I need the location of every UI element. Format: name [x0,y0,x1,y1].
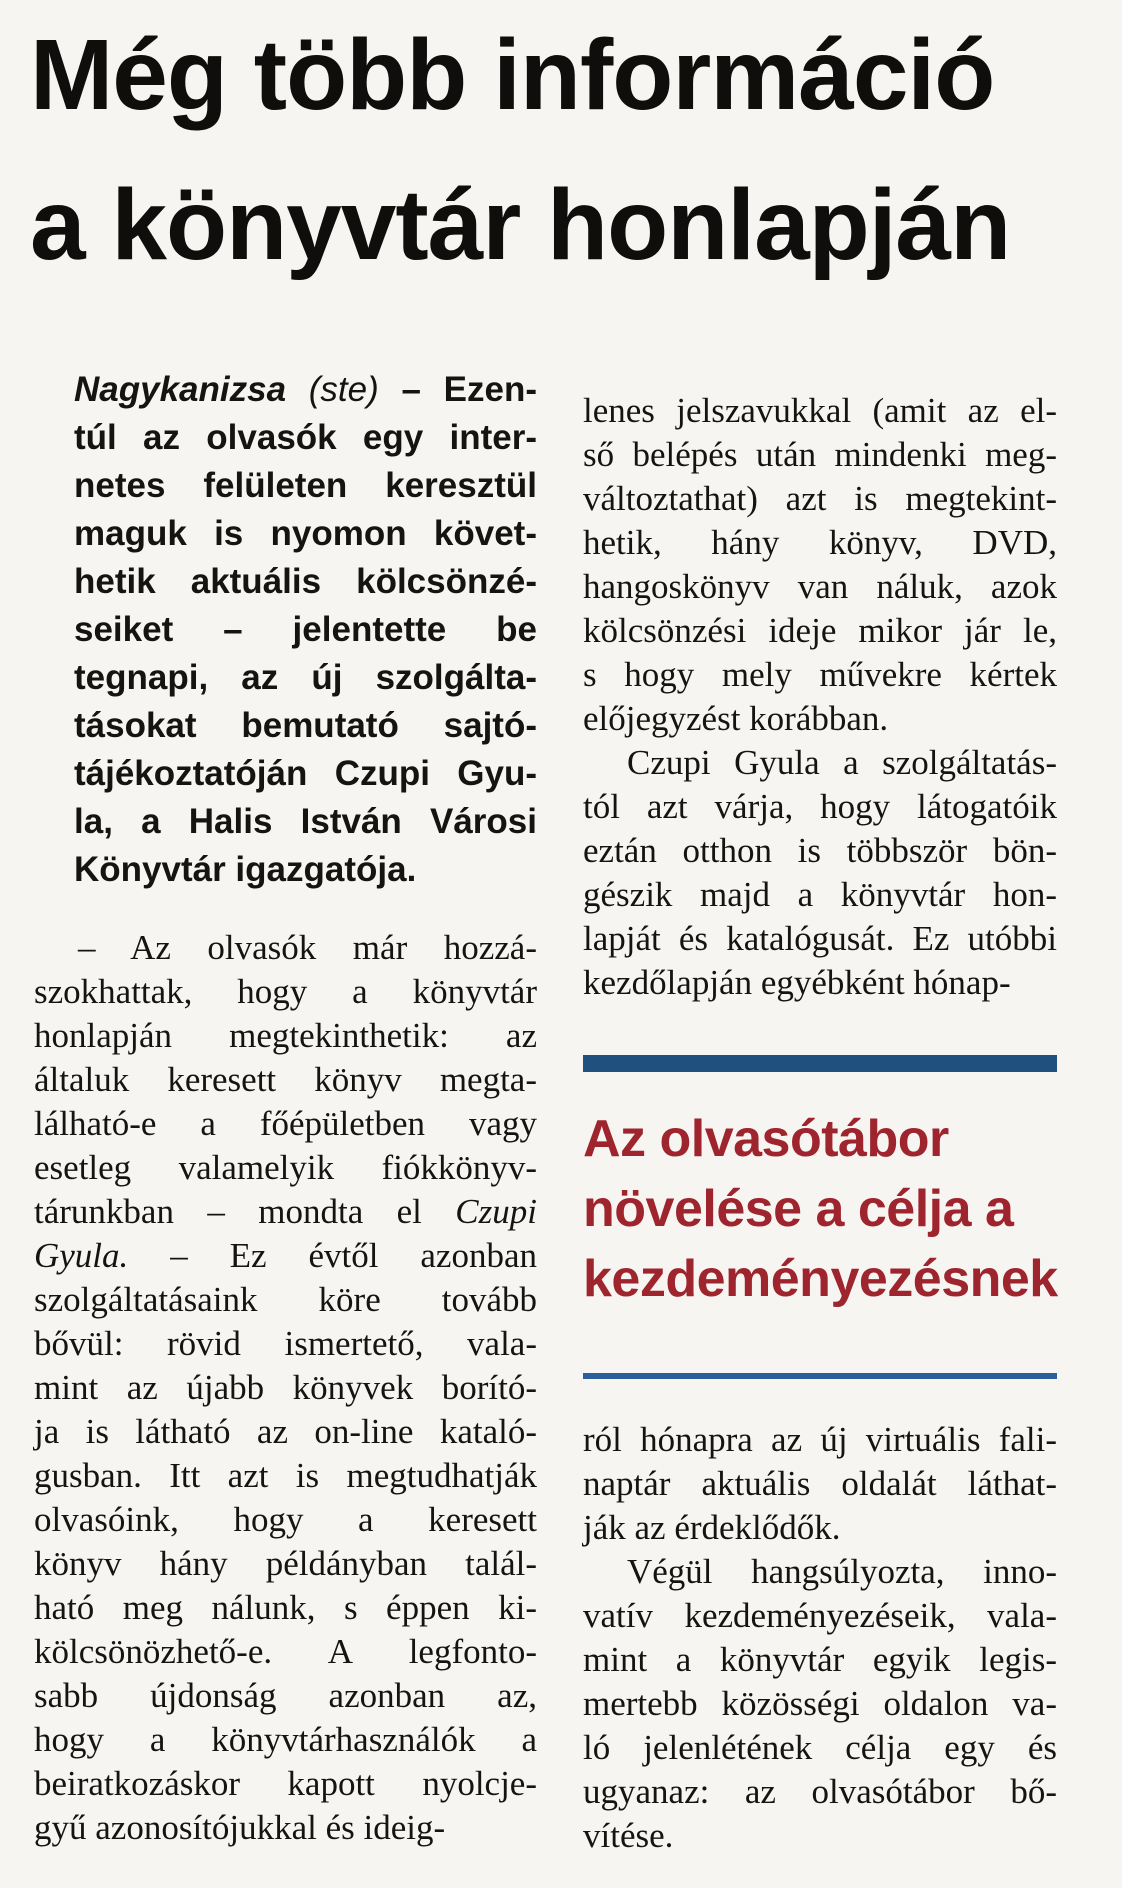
text-line: gusban. Itt azt is megtudhatják [34,1456,537,1495]
text-segment: tárunkban – mondta el [34,1192,456,1231]
text-line: hetik, hány könyv, DVD, [583,523,1057,562]
text-segment: – Ez évtől azonban [128,1236,537,1275]
text-line: s hogy mely művekre kértek [583,655,1057,694]
text-line: kölcsönzési ideje mikor jár le, [583,611,1057,650]
text-line: Könyvtár igazgatója. [74,850,417,889]
text-line [34,1234,537,1278]
text-line: Az olvasótábor [583,1110,949,1168]
text-line: szolgáltatásaink köre tovább [34,1280,537,1319]
text-line: lálható-e a főépületben vagy [34,1104,537,1143]
text-line: ják az érdeklődők. [583,1508,841,1547]
text-line: la, a Halis István Városi [74,802,537,841]
text-line: ső belépés után mindenki meg- [583,435,1057,474]
text-line: gyű azonosítójukkal és ideig- [34,1808,446,1847]
text-line: Czupi Gyula a szolgáltatás- [627,743,1057,782]
text-line: könyv hány példányban talál- [34,1544,537,1583]
text-line: maguk is nyomon követ- [74,514,537,553]
text-line: mint a könyvtár egyik legis- [583,1640,1057,1679]
text-line: mint az újabb könyvek borító- [34,1368,537,1407]
text-line: vatív kezdeményezéseik, vala- [583,1596,1057,1635]
text-line: növelése a célja a [583,1180,1014,1238]
text-line: honlapján megtekinthetik: az [34,1016,537,1055]
text-line: beiratkozáskor kapott nyolcje- [34,1764,537,1803]
text-line: kezdeményezésnek [583,1250,1058,1308]
body-paragraph-2 [583,389,1057,741]
text-line: előjegyzést korábban. [583,699,889,738]
text-line: naptár aktuális oldalát láthat- [583,1464,1057,1503]
text-line: lenes jelszavukkal (amit az el- [583,391,1057,430]
text-line: hetik aktuális kölcsönzé- [74,562,537,601]
byline-credit: (ste) [308,370,379,409]
text-line: gészik majd a könyvtár hon- [583,875,1057,914]
text-line: Végül hangsúlyozta, inno- [627,1552,1057,1591]
headline-line-2: a könyvtár honlapján [30,169,1011,281]
text-line: eztán otthon is többször bön- [583,831,1057,870]
text-line: mertebb közösségi oldalon va- [583,1684,1057,1723]
text-line [34,1190,537,1234]
right-column [583,366,1057,1858]
text-line: – Az olvasók már hozzá- [78,928,537,967]
text-line: kezdőlapján egyébként hónap- [583,963,1011,1002]
text-line: hangoskönyv van náluk, azok [583,567,1057,606]
text-line: tegnapi, az új szolgálta- [74,658,537,697]
text-line: lapját és katalógusát. Ez utóbbi [583,919,1057,958]
text-line: tájékoztatóján Czupi Gyu- [74,754,537,793]
text-line: ló jelenlétének célja egy és [583,1728,1057,1767]
pull-quote [583,1104,1057,1314]
left-column [34,366,537,1858]
dateline-location: Nagykanizsa [74,370,287,409]
text-line: ról hónapra az új virtuális fali- [583,1420,1057,1459]
text-line: kölcsönözhető-e. A legfonto- [34,1632,537,1671]
text-segment: Czupi [455,1192,537,1231]
body-paragraph-5 [583,1550,1057,1858]
body-paragraph-1 [34,926,537,1850]
lead-paragraph [74,366,537,894]
text-line [74,366,537,414]
body-paragraph-4 [583,1418,1057,1550]
text-line: hogy a könyvtárhasználók a [34,1720,537,1759]
pull-quote-bottom-rule [583,1373,1057,1379]
headline-line-1: Még több információ [30,19,995,131]
text-line: olvasóink, hogy a keresett [34,1500,537,1539]
text-line: változtathat) azt is megtekint- [583,479,1057,518]
text-line: esetleg valamelyik fiókkönyv- [34,1148,537,1187]
body-paragraph-3 [583,741,1057,1005]
text-line: bővül: rövid ismertető, vala- [34,1324,537,1363]
text-line: ható meg nálunk, s éppen ki- [34,1588,537,1627]
text-segment: – Ezen- [378,370,537,409]
text-line: tásokat bemutató sajtó- [74,706,537,745]
text-line: ugyanaz: az olvasótábor bő- [583,1772,1057,1811]
text-segment: Gyula. [34,1236,129,1275]
article-columns [34,366,1057,1858]
text-line: tól azt várja, hogy látogatóik [583,787,1057,826]
article-headline [30,0,1092,300]
text-segment [286,370,309,409]
text-line: általuk keresett könyv megta- [34,1060,537,1099]
text-line: szokhattak, hogy a könyvtár [34,972,537,1011]
text-line: vítése. [583,1816,674,1855]
pull-quote-top-rule [583,1055,1057,1072]
text-line: túl az olvasók egy inter- [74,418,537,457]
text-line: netes felületen keresztül [74,466,537,505]
text-line: ja is látható az on-line kataló- [34,1412,537,1451]
text-line: sabb újdonság azonban az, [34,1676,537,1715]
text-line: seiket – jelentette be [74,610,537,649]
